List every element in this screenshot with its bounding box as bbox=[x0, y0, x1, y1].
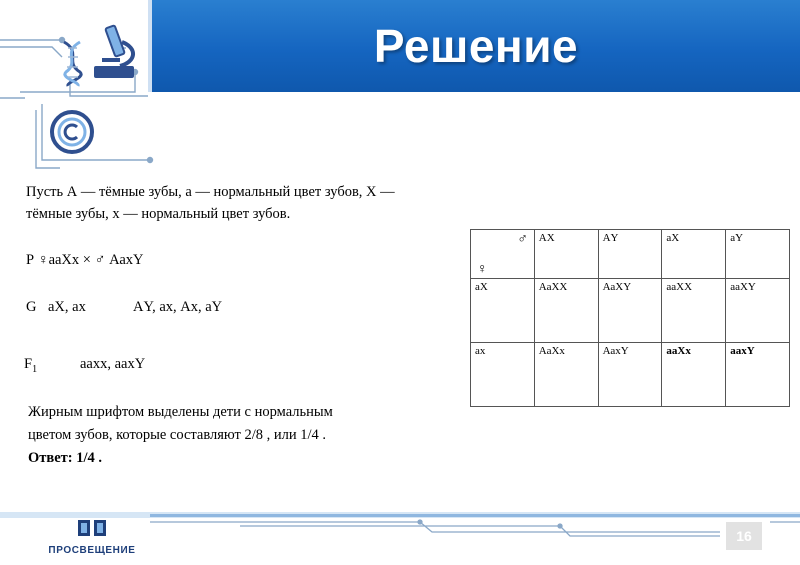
table-cell-highlighted: ааХх bbox=[662, 343, 726, 407]
copyright-logo-icon bbox=[48, 108, 96, 156]
gametes-male: АY, ах, Ах, аY bbox=[133, 299, 223, 315]
table-cell: АаХY bbox=[598, 279, 662, 343]
row-header: аХ bbox=[471, 279, 535, 343]
conclusion-line-2: цветом зубов, которые составляют 2/8 , или 1/4 . bbox=[28, 427, 327, 443]
prosveshchenie-emblem-icon bbox=[72, 518, 112, 538]
parents-cross: Р ♀ааХх × ♂ АахY bbox=[26, 252, 144, 268]
table-cell: АаХх bbox=[534, 343, 598, 407]
gametes-label: G bbox=[26, 299, 37, 315]
f1-offspring: аахх, аахY bbox=[80, 356, 146, 372]
problem-line-2: тёмные зубы, х — нормальный цвет зубов. bbox=[26, 206, 291, 222]
dna-icon bbox=[60, 40, 86, 88]
title-banner bbox=[148, 0, 800, 92]
page-number: 16 bbox=[726, 522, 762, 550]
f1-label bbox=[24, 353, 37, 381]
brand-name: ПРОСВЕЩЕНИЕ bbox=[48, 545, 136, 556]
microscope-icon bbox=[88, 22, 142, 82]
answer: Ответ: 1/4 . bbox=[28, 450, 103, 466]
col-header: АХ bbox=[534, 230, 598, 279]
male-symbol: ♂ bbox=[517, 232, 528, 247]
table-cell: ааХY bbox=[726, 279, 790, 343]
female-symbol: ♀ bbox=[477, 262, 488, 277]
conclusion-line-1: Жирным шрифтом выделены дети с нормальным bbox=[28, 404, 333, 420]
problem-line-1: Пусть А — тёмные зубы, а — нормальный цвет зубов, Х — bbox=[26, 184, 395, 200]
col-header: АY bbox=[598, 230, 662, 279]
corner-cell bbox=[471, 230, 535, 279]
f1-letter: F bbox=[24, 356, 33, 372]
col-header: аY bbox=[726, 230, 790, 279]
table-cell: АахY bbox=[598, 343, 662, 407]
gametes-female: аХ, ах bbox=[48, 299, 86, 315]
brand-logo bbox=[42, 518, 142, 556]
table-cell: АаХХ bbox=[534, 279, 598, 343]
table-cell: ааХХ bbox=[662, 279, 726, 343]
row-header: ах bbox=[471, 343, 535, 407]
f1-subscript: 1 bbox=[32, 363, 38, 375]
punnett-square bbox=[470, 229, 790, 407]
table-cell-highlighted: аахY bbox=[726, 343, 790, 407]
col-header: аХ bbox=[662, 230, 726, 279]
page-title: Решение bbox=[373, 20, 579, 72]
